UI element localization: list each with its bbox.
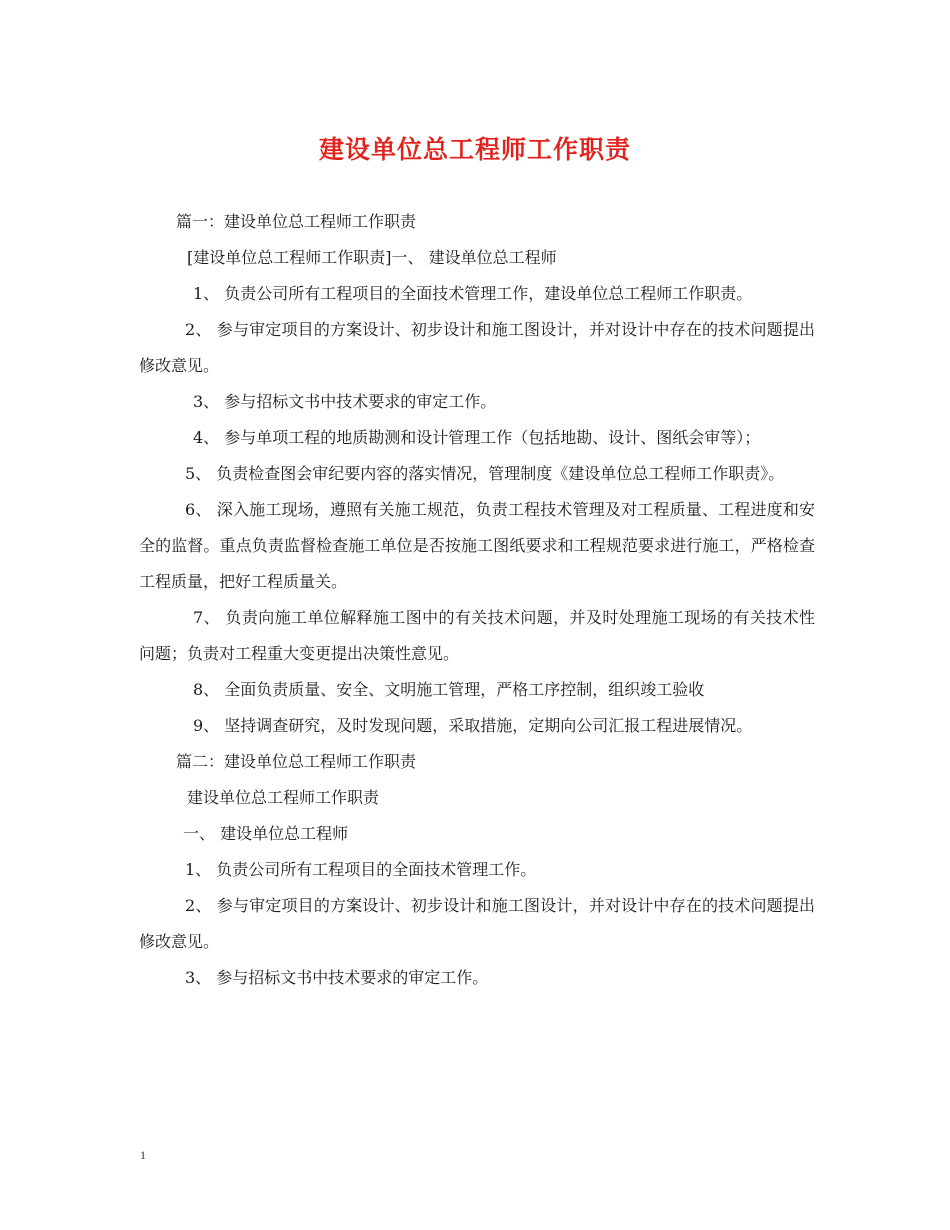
paragraph-item-9: 9、 坚持调查研究，及时发现问题，采取措施，定期向公司汇报工程进展情况。: [193, 716, 753, 735]
paragraph-part2-item-3: 3、 参与招标文书中技术要求的审定工作。: [185, 968, 489, 987]
paragraph-part1-heading: 篇一：建设单位总工程师工作职责: [176, 212, 417, 231]
paragraph-item-5: 5、 负责检查图会审纪要内容的落实情况，管理制度《建设单位总工程师工作职责》。: [185, 464, 785, 483]
paragraph-part2-subheading: 建设单位总工程师工作职责: [187, 788, 380, 807]
paragraph-item-4: 4、 参与单项工程的地质勘测和设计管理工作（包括地勘、设计、图纸会审等）；: [193, 428, 761, 447]
document-title: 建设单位总工程师工作职责: [318, 135, 631, 164]
paragraph-item-8: 8、 全面负责质量、安全、文明施工管理，严格工序控制，组织竣工验收: [193, 680, 705, 699]
paragraph-item-7: 7、 负责向施工单位解释施工图中的有关技术问题，并及时处理施工现场的有关技术性问题；负责对工程重大变更提出决策性意见。: [139, 608, 815, 663]
paragraph-item-3: 3、 参与招标文书中技术要求的审定工作。: [193, 392, 497, 411]
page-number: 1: [140, 1148, 146, 1162]
paragraph-part2-heading: 篇二：建设单位总工程师工作职责: [176, 752, 417, 771]
paragraph-item-1: 1、 负责公司所有工程项目的全面技术管理工作，建设单位总工程师工作职责。: [193, 284, 753, 303]
paragraph-item-6: 6、 深入施工现场，遵照有关施工规范，负责工程技术管理及对工程质量、工程进度和安全的监督。重点负责监督检查施工单位是否按施工图纸要求和工程规范要求进行施工，严格检查工程质量，把好工程质量关。: [139, 500, 815, 591]
paragraph-part2-item-1: 1、 负责公司所有工程项目的全面技术管理工作。: [185, 860, 537, 879]
paragraph-part2-item-2: 2、 参与审定项目的方案设计、初步设计和施工图设计，并对设计中存在的技术问题提出修改意见。: [139, 896, 815, 951]
paragraph-item-2: 2、 参与审定项目的方案设计、初步设计和施工图设计，并对设计中存在的技术问题提出修改意见。: [139, 320, 815, 375]
document-body: [139, 204, 815, 996]
paragraph-part2-section: 一、 建设单位总工程师: [183, 824, 349, 843]
paragraph-part1-subheading: [建设单位总工程师工作职责]一、 建设单位总工程师: [187, 248, 557, 267]
